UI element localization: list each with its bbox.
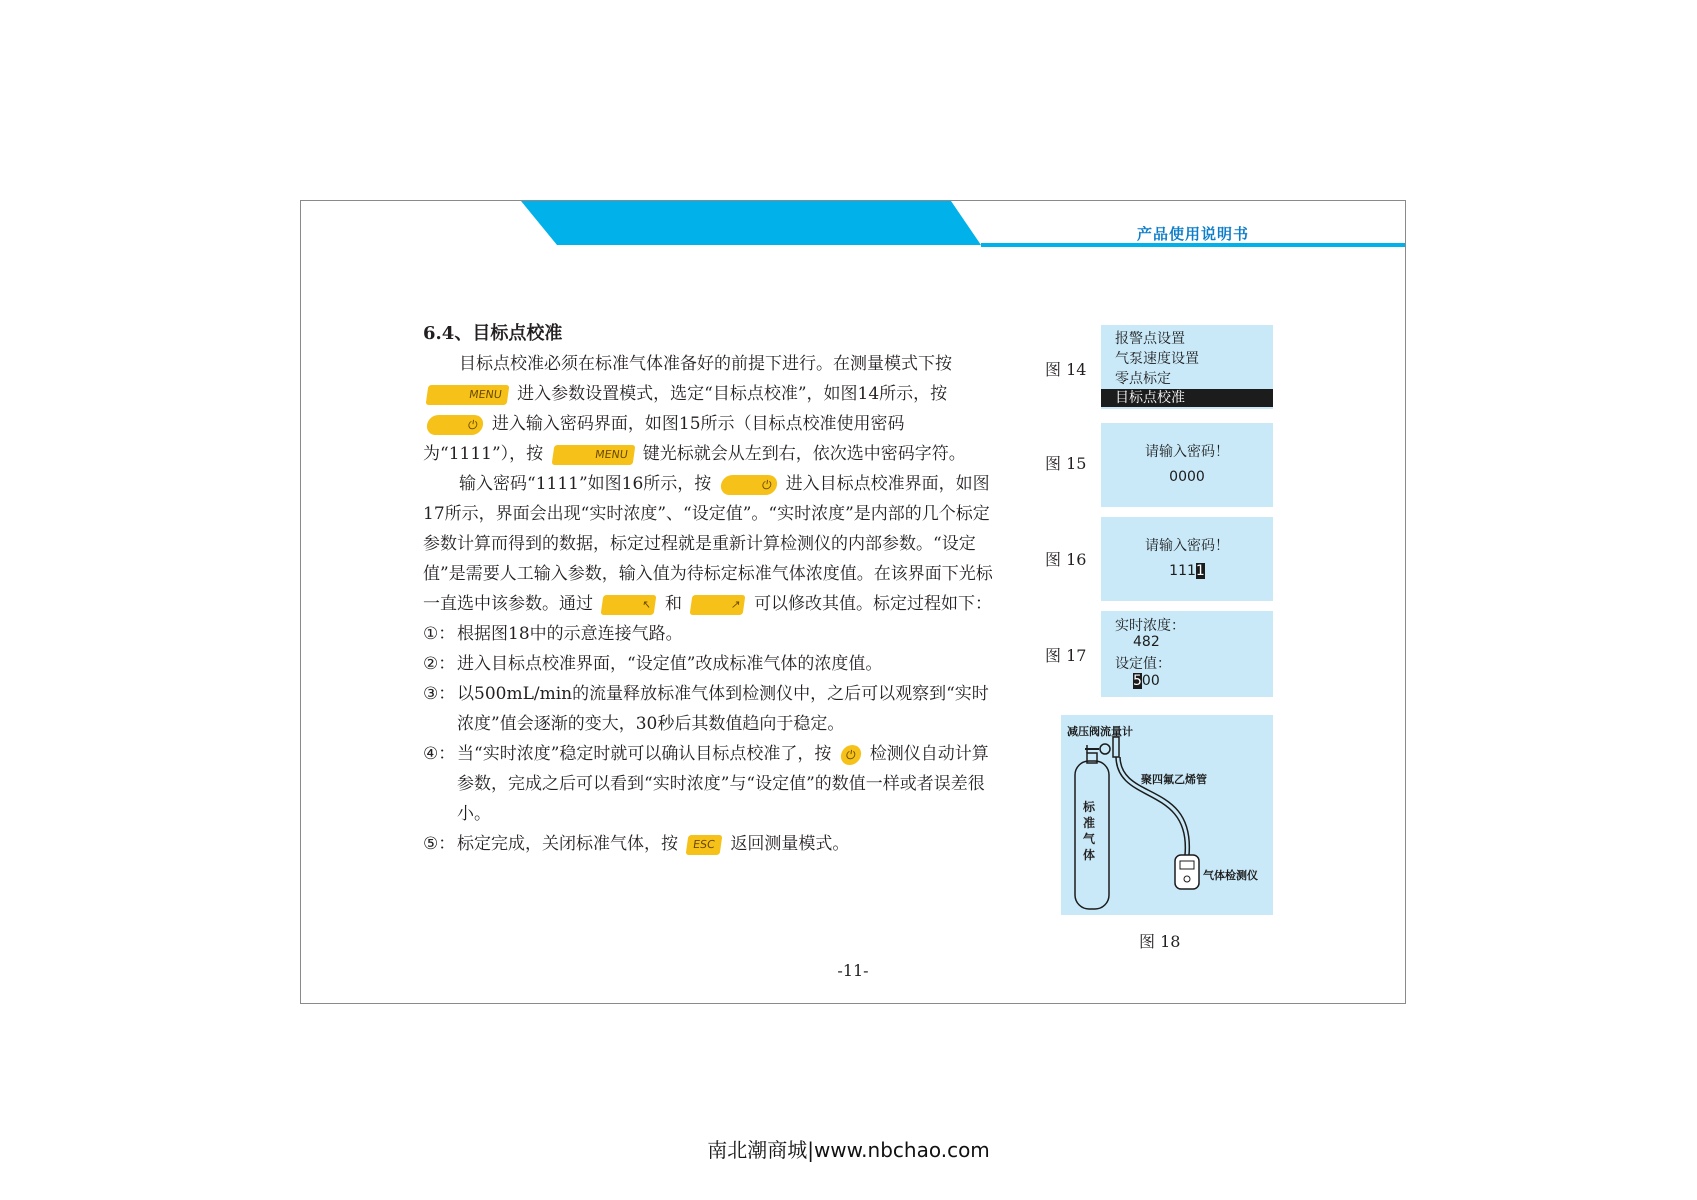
cursor-digit: 1 <box>1195 563 1205 579</box>
set-value: 500 <box>1133 673 1160 689</box>
menu-item: 报警点设置 <box>1115 331 1185 347</box>
menu-item: 零点标定 <box>1115 371 1171 387</box>
down-key-icon: ↗ <box>690 595 746 615</box>
paragraph-1: 目标点校准必须在标准气体准备好的前提下进行。在测量模式下按 MENU 进入参数设置模式，选定“目标点校准”，如图14所示，按 ⏻ 进入输入密码界面，如图15所示（目标点校准使用密码为“1111”），按 MENU 键光标就会从左到右，依次选中密码字符。 <box>423 354 966 464</box>
section-title: 6.4、目标点校准 <box>423 323 563 344</box>
figure-17-label: 图 17 <box>1045 646 1087 665</box>
figure-17-lcd-calibration <box>1101 611 1273 697</box>
figure-18-label: 图 18 <box>1139 932 1181 951</box>
password-prompt: 请输入密码！ <box>1145 538 1229 554</box>
paragraph-2: 输入密码“1111”如图16所示，按 ⏻ 进入目标点校准界面，如图17所示，界面会出现“实时浓度”、“设定值”。“实时浓度”是内部的几个标定参数计算而得到的数据，标定过程就是重新计算检测仪的内部参数。“设定值”是需要人工输入参数，输入值为待标定标准气体浓度值。在该界面下光标一直选中该参数。通过 ↖ 和 ↗ 可以修改其值。标定过程如下： <box>423 474 993 614</box>
password-value: 0000 <box>1169 469 1205 485</box>
watermark-text: 南北潮商城|www.nbchao.com <box>707 1138 990 1162</box>
valve-flowmeter-label: 减压阀流量计 <box>1067 725 1133 738</box>
figure-18-diagram <box>1061 715 1273 915</box>
standard-gas-cylinder-label: 标准气体 <box>1082 800 1095 862</box>
gas-detector-label: 气体检测仪 <box>1203 869 1258 882</box>
page-number: -11- <box>837 961 869 980</box>
set-value-label: 设定值： <box>1115 656 1171 672</box>
step-4: ④： 当“实时浓度”稳定时就可以确认目标点校准了，按 ⏻ 检测仪自动计算参数，完成之后可以看到“实时浓度”与“设定值”的数值一样或者误差很小。 <box>423 744 989 824</box>
step-3: ③： 以500mL/min的流量释放标准气体到检测仪中，之后可以观察到“实时浓度”值会逐渐的变大，30秒后其数值趋向于稳定。 <box>423 684 989 734</box>
brand-title: 产品使用说明书 <box>1136 225 1249 243</box>
body-text <box>423 349 1003 859</box>
esc-key-icon: ESC <box>686 835 722 855</box>
figure-16-label: 图 16 <box>1045 550 1087 569</box>
figure-14-lcd-menu <box>1101 325 1273 409</box>
power-key-icon: ⏻ <box>839 745 861 765</box>
manual-page <box>300 200 1406 1004</box>
step-2: ②： 进入目标点校准界面，“设定值”改成标准气体的浓度值。 <box>423 654 883 674</box>
power-key-icon: ⏻ <box>426 415 484 435</box>
ptfe-tube-label: 聚四氟乙烯管 <box>1141 773 1207 786</box>
menu-key-icon: MENU <box>426 385 510 405</box>
menu-key-icon: MENU <box>551 445 635 465</box>
password-prompt: 请输入密码！ <box>1145 444 1229 460</box>
realtime-value: 482 <box>1133 634 1160 650</box>
figure-15-lcd-password <box>1101 423 1273 507</box>
up-key-icon: ↖ <box>601 595 657 615</box>
step-5: ⑤： 标定完成，关闭标准气体，按 ESC 返回测量模式。 <box>423 834 850 854</box>
figure-16-lcd-password <box>1101 517 1273 601</box>
power-key-icon: ⏻ <box>719 475 777 495</box>
menu-item-selected: 目标点校准 <box>1101 389 1273 407</box>
step-1: ①： 根据图18中的示意连接气路。 <box>423 624 683 644</box>
cursor-digit: 5 <box>1133 673 1142 689</box>
realtime-label: 实时浓度： <box>1115 618 1185 634</box>
figure-15-label: 图 15 <box>1045 454 1087 473</box>
password-value: 1111 <box>1169 563 1205 579</box>
figure-14-label: 图 14 <box>1045 360 1087 379</box>
menu-item: 气泵速度设置 <box>1115 351 1199 367</box>
